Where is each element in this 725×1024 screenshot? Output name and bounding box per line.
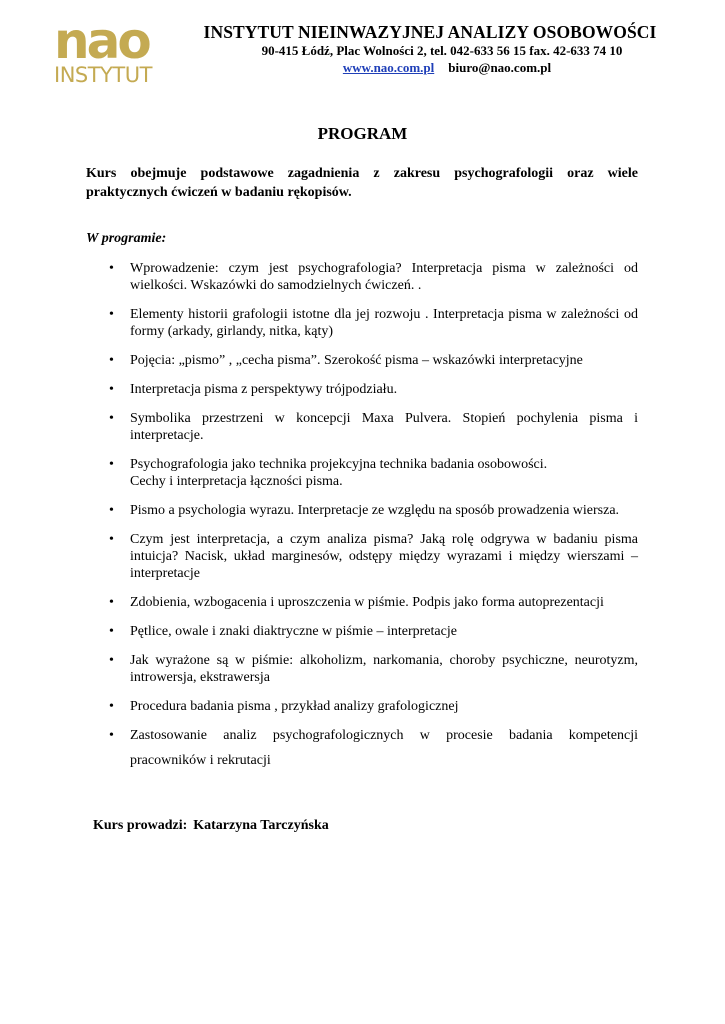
bullet-icon: • [109,457,114,472]
course-leader-name: Katarzyna Tarczyńska [193,818,329,833]
program-item [105,456,638,490]
program-item [105,652,638,686]
letterhead [180,22,680,76]
program-item-text: Psychografologia jako technika projekcyjna technika badania osobowości. [130,457,548,472]
logo-mark: nao [54,14,149,70]
program-item [105,381,638,398]
program-item-text: Czym jest interpretacja, a czym analiza pisma? Jaką rolę odgrywa w badaniu pisma intuicja? Nacisk, układ marginesów, odstępy między wyrazami i między wierszami – interpretacje [130,532,638,581]
program-item-text: Pętlice, owale i znaki diaktryczne w piśmie – interpretacje [130,624,457,639]
program-item-text: Zastosowanie analiz psychografologicznych w procesie badania kompetencji pracowników i rekrutacji [130,728,638,768]
program-list [105,260,638,785]
program-item-text: Jak wyrażone są w piśmie: alkoholizm, narkomania, choroby psychiczne, neurotyzm, introwersja, ekstrawersja [130,653,638,685]
bullet-icon: • [109,503,114,518]
program-item-text: Interpretacja pisma z perspektywy trójpodziału. [130,382,398,397]
bullet-icon: • [109,353,114,368]
page-title: PROGRAM [317,124,408,143]
program-item-text: Pojęcia: „pismo” , „cecha pisma”. Szerokość pisma – wskazówki interpretacyjne [130,353,583,368]
email-address: biuro@nao.com.pl [448,60,552,75]
program-item [105,623,638,640]
bullet-icon: • [109,382,114,397]
program-item-text: Symbolika przestrzeni w koncepcji Maxa Pulvera. Stopień pochylenia pisma i interpretacje. [130,411,638,443]
bullet-icon: • [109,411,114,426]
program-item [105,723,638,773]
bullet-icon: • [109,261,114,276]
program-item-text: Zdobienia, wzbogacenia i uproszczenia w piśmie. Podpis jako forma autoprezentacji [130,595,604,610]
bullet-icon: • [109,653,114,668]
program-item-text: Wprowadzenie: czym jest psychografologia? Interpretacja pisma w zależności od wielkości. Wskazówki do samodzielnych ćwiczeń. . [130,261,638,293]
program-item [105,531,638,582]
bullet-icon: • [109,699,114,714]
bullet-icon: • [109,532,114,547]
program-item [105,410,638,444]
program-item-text: Procedura badania pisma , przykład analizy grafologicznej [130,699,459,714]
contact-line [180,59,680,76]
intro-paragraph: Kurs obejmuje podstawowe zagadnienia z zakresu psychografologii oraz wiele praktycznych ćwiczeń w badaniu rękopisów. [86,166,638,200]
logo-word: INSTYTUT [54,63,152,86]
institute-address: 90-415 Łódź, Plac Wolności 2, tel. 042-633 56 15 fax. 42-633 74 10 [261,43,623,58]
bullet-icon: • [109,307,114,322]
program-heading: W programie: [86,231,167,246]
program-item-text: Elementy historii grafologii istotne dla jej rozwoju . Interpretacja pisma w zależności od formy (arkady, girlandy, nitka, kąty) [130,307,638,339]
bullet-icon: • [109,595,114,610]
program-item [105,352,638,369]
course-leader-label: Kurs prowadzi: [93,818,188,833]
program-item [105,698,638,715]
website-link[interactable]: www.nao.com.pl [342,60,435,75]
program-item-text: Pismo a psychologia wyrazu. Interpretacje ze względu na sposób prowadzenia wiersza. [130,503,620,518]
program-item-continuation: Cechy i interpretacja łączności pisma. [130,474,343,489]
bullet-icon: • [109,728,114,743]
program-item [105,502,638,519]
program-item [105,260,638,294]
course-leader [93,818,329,834]
institute-logo [52,14,180,86]
program-item [105,306,638,340]
institute-name: INSTYTUT NIEINWAZYJNEJ ANALIZY OSOBOWOŚCI [203,22,657,42]
program-item [105,594,638,611]
bullet-icon: • [109,624,114,639]
